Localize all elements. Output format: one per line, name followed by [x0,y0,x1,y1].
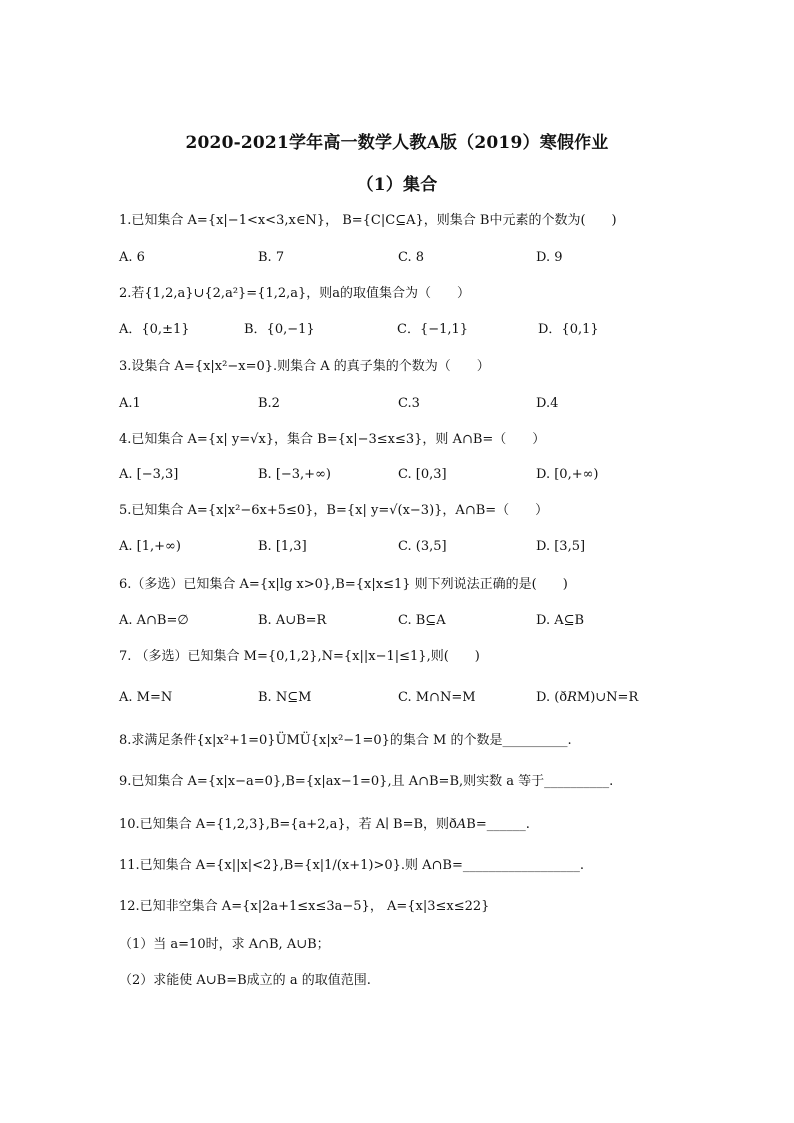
question-3-option-b: B.2 [258,396,280,411]
question-12-part-1: （1）当 a=10时，求 A∩B, A∪B； [119,937,330,952]
question-1-option-d: D. 9 [536,250,563,265]
question-5-option-c: C. (3,5] [398,539,447,554]
question-1-stem: 1.已知集合 A={x|−1<x<3,x∈N}， B={C|C⊆A}，则集合 B中元素的个数为( ) [119,213,617,228]
question-4-stem: 4.已知集合 A={x| y=√x}，集合 B={x|−3≤x≤3}，则 A∩B=（ ） [119,432,546,447]
question-7-stem: 7. （多选）已知集合 M={0,1,2},N={x||x−1|≤1},则( ) [119,649,480,664]
question-7-option-c: C. M∩N=M [398,690,476,705]
question-1-option-b: B. 7 [258,250,285,265]
question-3-option-d: D.4 [536,396,559,411]
question-9-stem: 9.已知集合 A={x|x−a=0},B={x|ax−1=0},且 A∩B=B,则实数 a 等于__________. [119,774,614,789]
question-5-option-b: B. [1,3] [258,539,307,554]
question-11-stem: 11.已知集合 A={x||x|<2},B={x|1/(x+1)>0}.则 A∩B=__________________. [119,858,585,873]
question-12-part-2: （2）求能使 A∪B=B成立的 a 的取值范围. [119,973,371,988]
question-8-stem: 8.求满足条件{x|x²+1=0}ÜMÜ{x|x²−1=0}的集合 M 的个数是__________. [119,733,572,748]
question-2-option-d: D．{0,1} [538,322,599,337]
question-6-option-a: A. A∩B=∅ [119,613,189,628]
document-subtitle: （1）集合 [356,175,438,195]
question-3-option-c: C.3 [398,396,420,411]
question-2-stem: 2.若{1,2,a}∪{2,a²}={1,2,a}，则a的取值集合为（ ） [119,286,471,301]
question-6-stem: 6.（多选）已知集合 A={x|lg x>0},B={x|x≤1} 则下列说法正确的是( ) [119,577,568,592]
question-5-stem: 5.已知集合 A={x|x²−6x+5≤0}，B={x| y=√(x−3)}，A∩B=（ ） [119,503,549,518]
question-6-option-b: B. A∪B=R [258,613,327,628]
question-2-option-c: C．{−1,1} [397,322,469,337]
question-12-stem: 12.已知非空集合 A={x|2a+1≤x≤3a−5}， A={x|3≤x≤22} [119,899,490,914]
question-7-option-d: D. (ð𝑅M)∪N=R [536,690,639,705]
question-7-option-b: B. N⊆M [258,690,312,705]
question-1-option-c: C. 8 [398,250,425,265]
document-title: 2020-2021学年高一数学人教A版（2019）寒假作业 [185,133,609,153]
question-6-option-d: D. A⊆B [536,613,585,628]
question-5-option-a: A. [1,+∞) [119,539,181,554]
question-4-option-c: C. [0,3] [398,467,447,482]
question-2-option-b: B．{0,−1} [244,322,315,337]
question-4-option-d: D. [0,+∞) [536,467,599,482]
question-3-stem: 3.设集合 A={x|x²−x=0}.则集合 A 的真子集的个数为（ ） [119,359,490,374]
question-2-option-a: A．{0,±1} [119,322,190,337]
question-1-option-a: A. 6 [119,250,145,265]
question-6-option-c: C. B⊆A [398,613,446,628]
question-3-option-a: A.1 [119,396,141,411]
question-7-option-a: A. M=N [119,690,173,705]
question-5-option-d: D. [3,5] [536,539,586,554]
question-4-option-a: A. [−3,3] [119,467,179,482]
question-10-stem: 10.已知集合 A={1,2,3},B={a+2,a}，若 A∣ B=B，则ð𝐴B=______. [119,817,530,832]
question-4-option-b: B. [−3,+∞) [258,467,331,482]
